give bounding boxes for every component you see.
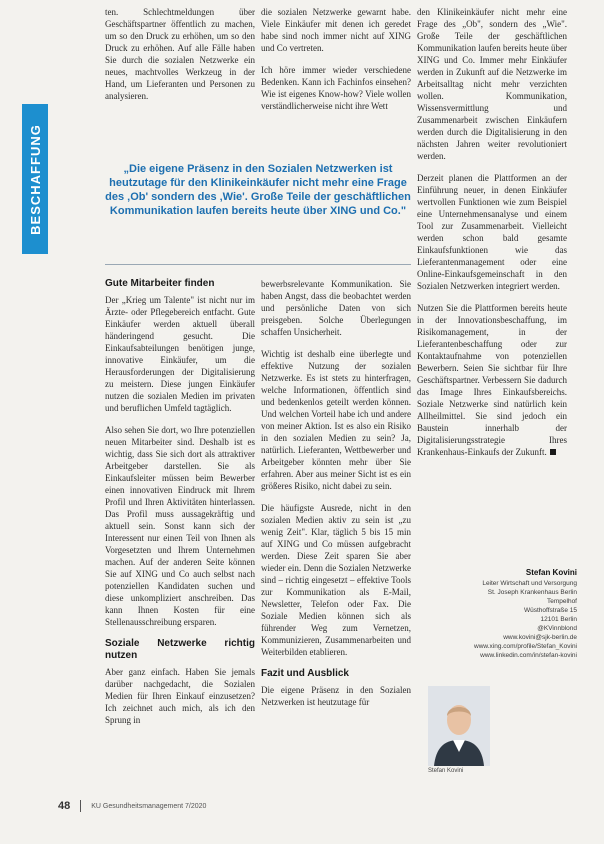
paragraph: Wichtig ist deshalb eine überlegte und effektive Nutzung der sozialen Netzwerke. Es ist stets zu hinterfragen, welche Informationen, öffentlich sind und bedenkenlos geteilt werden können. Und welchen Vorteil habe ich und andere von meiner Aktion. Ist es also ein Risiko in den sozialen Medien zu sein? Ja, natürlich. Lieferanten, Wettbewerber und Arbeitgeber könnten mehr über Sie erfahren. Aber aus meiner Sicht ist es ein größeres Risiko, nicht dabei zu sein. bbox=[261, 349, 411, 491]
subheading: Fazit und Ausblick bbox=[261, 668, 349, 679]
author-line: www.linkedin.com/in/stefan-kovini bbox=[480, 652, 577, 659]
subheading: Gute Mitarbeiter finden bbox=[105, 278, 215, 289]
subheading: Soziale Netzwerke richtig nutzen bbox=[105, 638, 255, 661]
paragraph: Ich höre immer wieder verschiedene Bedenken. Kann ich Fachinfos einsehen? Wie ist eigenes Know-how? Viele wollen verständlicherweise nicht ihre Wett bbox=[261, 65, 411, 111]
section-tab bbox=[22, 104, 48, 254]
author-line: www.kovini@sjk-berlin.de bbox=[503, 634, 577, 641]
column-middle-bottom bbox=[261, 278, 411, 718]
column-left-top bbox=[105, 6, 255, 112]
divider bbox=[105, 264, 411, 265]
author-line: Tempelhof bbox=[547, 598, 577, 605]
paragraph: Aber ganz einfach. Haben Sie jemals darüber nachgedacht, die Sozialen Medien für Ihren Einkauf einzusetzen? Ich zeichnet auch mich, als ich den Sprung in bbox=[105, 667, 255, 725]
column-left-bottom bbox=[105, 278, 255, 736]
section-tab-label: BESCHAFFUNG bbox=[27, 123, 43, 235]
pull-quote: „Die eigene Präsenz in den Sozialen Netzwerken ist heutzutage für den Klinikeinkäufer nicht mehr eine Frage des ‚Ob' sondern des ‚Wie'. Große Teile der geschäftlichen Kommunikation laufen bereits heute über XING und Co." bbox=[105, 163, 411, 217]
page-footer bbox=[58, 800, 206, 812]
paragraph: die sozialen Netzwerke gewarnt habe. Viele Einkäufer mit denen ich geredet habe sind noch immer nicht auf XING und Co vertreten. bbox=[261, 7, 411, 53]
column-middle-top bbox=[261, 6, 411, 122]
column-right bbox=[417, 6, 567, 468]
author-line: 12101 Berlin bbox=[540, 616, 577, 623]
photo-caption: Stefan Kovini bbox=[428, 768, 464, 774]
page-number: 48 bbox=[58, 800, 71, 812]
author-box bbox=[417, 568, 577, 660]
paragraph: den Klinikeinkäufer nicht mehr eine Frage des „Ob", sondern des „Wie". Große Teile der geschäftlichen Kommunikation laufen bereits heute über XING und Co. Immer mehr Einkäufer werden in Zukunft auf die Netzwerke im Arbeitsalltag nicht mehr verzichten wollen. Kommunikation, Wissensvermittlung und Zusammenarbeit zwischen Einkäufern werden durch die Digitalisierung in den nächsten Jahren weiter revolutioniert werden. bbox=[417, 7, 567, 161]
author-line: Leiter Wirtschaft und Versorgung bbox=[482, 580, 577, 587]
paragraph: Derzeit planen die Plattformen an der Einführung neuer, in denen Einkäufer wertvollen Funktionen wie zum Beispiel eine Unternehmensanalyse und einem Tool zur Zusammenarbeit. Vielleicht werden schon bald gesamte Einkaufsfunktionen wie das Lieferantenmanagement oder eine Online-Einkaufsgemeinschaft in den Sozialen Netzwerken integriert werden. bbox=[417, 173, 567, 291]
paragraph: bewerbsrelevante Kommunikation. Sie haben Angst, dass die beobachtet werden und persönliche Daten von sich preisgeben. Solche Überlegungen schaffen Unsicherheit. bbox=[261, 279, 411, 337]
author-name: Stefan Kovini bbox=[525, 568, 577, 577]
author-line: St. Joseph Krankenhaus Berlin bbox=[487, 589, 577, 596]
paragraph-text: Nutzen Sie die Plattformen bereits heute in der Innovationsbeschaffung, im Risikomanagement, in der Lieferantenbeschaffung oder zur Kontaktaufnahme von potenziellen Bewerbern. Seien Sie sichtbar für Ihre Geschäftspartner. Verbessern Sie dadurch das Image Ihres Einkaufsbereichs. Soziale Netzwerke sind natürlich kein Allheilmittel. Sie sind jedoch ein Baustein innerhalb der Digitalisierungsstrategie Ihres Krankenhaus-Einkaufs der Zukunft. bbox=[417, 303, 567, 457]
end-mark-icon bbox=[550, 449, 556, 455]
paragraph: Die häufigste Ausrede, nicht in den sozialen Medien aktiv zu sein ist „zu wenig Zeit". Klar, täglich 5 bis 15 min auf XING und Co müssen aufgebracht werden. Diese Zeit sparen Sie aber wieder ein. Denn die Sozialen Netzwerke sind – richtig eingesetzt – effektive Tools zur Kommunikation als E-Mail, Newsletter, Telefon oder Fax. Die Soziale Medien können sich als führender Weg zum Vernetzen, Kommunizieren, Zusammenarbeiten und Weiterbilden etablieren. bbox=[261, 503, 411, 657]
author-line: @KVinnblond bbox=[537, 625, 577, 632]
divider bbox=[80, 800, 81, 812]
paragraph: Also sehen Sie dort, wo Ihre potenziellen neuen Mitarbeiter sind. Deshalb ist es wichtig, dass Sie sich dort als attraktiver Arbeitgeber darstellen. Sie als Einkaufsleiter müssen beim Bewerber einen innovativen Eindruck mit Ihrem Profil und Ihren Aktivitäten hinterlassen. Das Profil muss aussagekräftig und aktuell sein. Sonst kann sich der Interessent nur einen Teil von Ihnen als Vorgesetzten und Ihrem Unternehmen machen. Auf der anderen Seite können Sie auf XING und Co auch selbst nach potenziellen Kandidaten suchen und diese unkompliziert anschreiben. Das kann Ihnen Kosten für eine Stellenausschreibung ersparen. bbox=[105, 425, 255, 627]
person-icon bbox=[428, 686, 490, 766]
paragraph bbox=[417, 302, 567, 458]
author-photo bbox=[428, 686, 490, 766]
paragraph: Der „Krieg um Talente" ist nicht nur im Ärzte- oder Pflegebereich entfacht. Gute Einkäufer werden aktuell überall händeringend gesucht. Die Einkaufsabteilungen benötigen junge, innovative Einkäufer, um die Herausforderungen der Digitalisierung zu meistern. Diese jungen Einkäufer nutzen die sozialen Medien im privaten und beruflichen Umfeld tagtäglich. bbox=[105, 295, 255, 413]
author-line: www.xing.com/profile/Stefan_Kovini bbox=[474, 643, 577, 650]
paragraph: ten. Schlechtmeldungen über Geschäftspartner öffentlich zu machen, um so den Druck zu erhöhen, um so den Druck zu erhöhen. Auf alle Fälle haben Sie durch die sozialen Netzwerke ein neues, machtvolles Werkzeug in der Hand, um Lieferanten und Personen zu analysieren. bbox=[105, 7, 255, 101]
publication-name: KU Gesundheitsmanagement 7/2020 bbox=[91, 802, 207, 810]
author-line: Wüsthoffstraße 15 bbox=[524, 607, 577, 614]
paragraph: Die eigene Präsenz in den Sozialen Netzwerken ist heutzutage für bbox=[261, 685, 411, 707]
